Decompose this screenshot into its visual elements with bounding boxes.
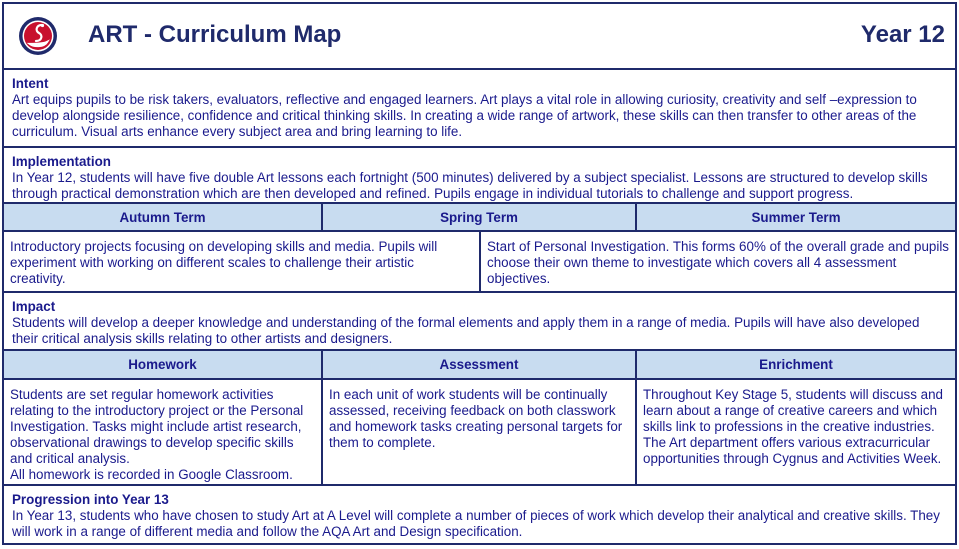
autumn-term-content: Introductory projects focusing on developing skills and media. Pupils will experiment with working on different scales to challenge their artistic creativity. xyxy=(4,232,481,291)
page-header xyxy=(4,4,955,70)
implementation-heading: Implementation xyxy=(12,154,111,169)
extras-content-row xyxy=(4,380,955,486)
progression-section xyxy=(4,486,955,543)
implementation-section xyxy=(4,148,955,204)
impact-heading: Impact xyxy=(12,299,56,314)
page-title: ART - Curriculum Map xyxy=(88,21,342,48)
terms-content-row xyxy=(4,232,955,293)
spring-summer-term-content: Start of Personal Investigation. This forms 60% of the overall grade and pupils choose their own theme to investigate which covers all 4 assessment objectives. xyxy=(487,239,949,286)
homework-content: Students are set regular homework activities relating to the introductory project or the Personal Investigation. Tasks might include artist research, observational drawings to develop specific skills and critical analysis. All homework is recorded in Google Classroom. xyxy=(4,380,323,484)
assessment-content: In each unit of work students will be continually assessed, receiving feedback on both classwork and homework tasks creating personal targets for them to complete. xyxy=(323,380,637,484)
year-label: Year 12 xyxy=(860,21,945,48)
spring-term-header: Spring Term xyxy=(323,204,637,230)
terms-header-row xyxy=(4,204,955,232)
impact-section xyxy=(4,293,955,351)
enrichment-header: Enrichment xyxy=(759,357,833,372)
summer-term-header: Summer Term xyxy=(751,209,841,225)
autumn-term-header: Autumn Term xyxy=(4,204,323,230)
progression-text: In Year 13, students who have chosen to study Art at A Level will complete a number of pieces of work which develop their analytical and creative skills. They will work in a range of different media and follow the AQA Art and Design specification. xyxy=(12,508,940,539)
implementation-text: In Year 12, students will have five double Art lessons each fortnight (500 minutes) delivered by a subject specialist. Lessons are structured to develop skills through practical demonstration which are then developed and refined. Pupils engage in individual tutorials to challenge and support progress. xyxy=(12,170,928,201)
impact-text: Students will develop a deeper knowledge and understanding of the formal elements and apply them in a range of media. Pupils will have also developed their critical analysis skills relating to other artists and designers. xyxy=(12,315,920,346)
homework-header: Homework xyxy=(4,351,323,378)
assessment-header: Assessment xyxy=(323,351,637,378)
swan-crest-icon xyxy=(18,16,58,56)
curriculum-map-page xyxy=(2,2,957,545)
enrichment-content: Throughout Key Stage 5, students will discuss and learn about a range of creative careers and which skills link to professions in the creative industries. The Art department offers various extracurricular opportunities through Cygnus and Activities Week. xyxy=(643,387,943,466)
intent-section xyxy=(4,70,955,148)
progression-heading: Progression into Year 13 xyxy=(12,492,169,507)
extras-header-row xyxy=(4,351,955,380)
intent-heading: Intent xyxy=(12,76,49,91)
intent-text: Art equips pupils to be risk takers, evaluators, reflective and engaged learners. Art plays a vital role in allowing curiosity, creativity and self –expression to develop alongside resilience, confidence and critical thinking skills. In creating a wide range of artwork, these skills can then transfer to other areas of the curriculum. Visual arts enhance every subject area and bring learning to life. xyxy=(12,92,917,139)
